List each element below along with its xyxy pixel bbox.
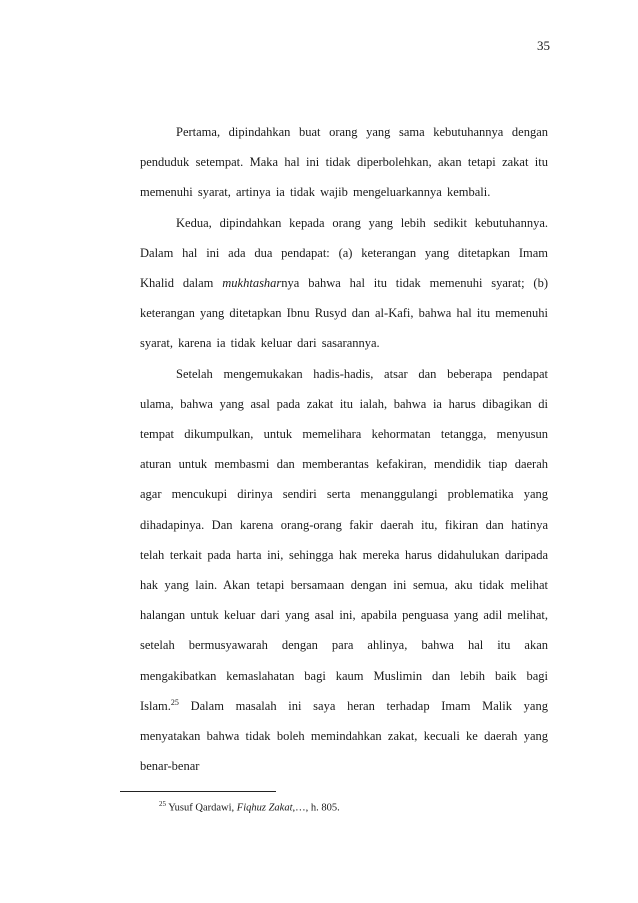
footnote-number: 25 [159,800,166,808]
paragraph-setelah [140,359,548,782]
paragraph-text: Setelah mengemukakan hadis-hadis, atsar dan beberapa pendapat ulama, bahwa yang asal pada zakat itu ialah, bahwa ia harus dibagikan di tempat dikumpulkan, untuk memelihara kehormatan tetangga, menyusun aturan untuk membasmi dan memberantas kefakiran, mendidik tiap daerah agar mencukupi dirinya sendiri serta menanggulangi problematika yang dihadapinya. Dan karena orang-orang fakir daerah itu, fikiran dan hatinya telah terkait pada harta ini, sehingga hak mereka harus didahulukan daripada hak yang lain. Akan tetapi bersamaan dengan ini semua, aku tidak melihat halangan untuk keluar dari yang asal ini, apabila penguasa yang adil melihat, setelah bermusyawarah dengan para ahlinya, bahwa hal itu akan mengakibatkan kemaslahatan bagi kaum Muslimin dan lebih baik bagi Islam. [140,366,548,713]
body-text [140,117,548,781]
paragraph-text: Kedua, dipindahkan kepada orang yang lebih sedikit kebutuhannya. Dalam hal ini ada dua pendapat: (a) keterangan yang ditetapkan Imam Khalid dalam [140,215,548,291]
paragraph-kedua [140,208,548,359]
footnote-reference[interactable]: 25 [170,697,179,707]
footnote-title: Fiqhuz Zakat [236,802,293,814]
paragraph-text: nya bahwa hal itu tidak memenuhi syarat; (b) keterangan yang ditetapkan Ibnu Rusyd dan al-Kafi, bahwa hal itu memenuhi syarat, karena ia tidak keluar dari sasarannya. [140,276,548,351]
footnote [159,800,340,814]
page-number: 35 [537,38,550,53]
paragraph-text: Dalam masalah ini saya heran terhadap Imam Malik yang menyatakan bahwa tidak boleh memindahkan zakat, kecuali ke daerah yang benar-benar [140,698,548,774]
italic-term: mukhtashar [222,276,282,291]
paragraph-pertama [140,117,548,208]
footnote-divider [120,791,276,792]
footnote-citation: ,…, h. 805. [292,802,340,814]
paragraph-text: Pertama, dipindahkan buat orang yang sama kebutuhannya dengan penduduk setempat. Maka hal ini tidak diperbolehkan, akan tetapi zakat itu memenuhi syarat, artinya ia tidak wajib mengeluarkannya kembali. [140,125,548,200]
footnote-author: Yusuf Qardawi, [168,802,237,814]
